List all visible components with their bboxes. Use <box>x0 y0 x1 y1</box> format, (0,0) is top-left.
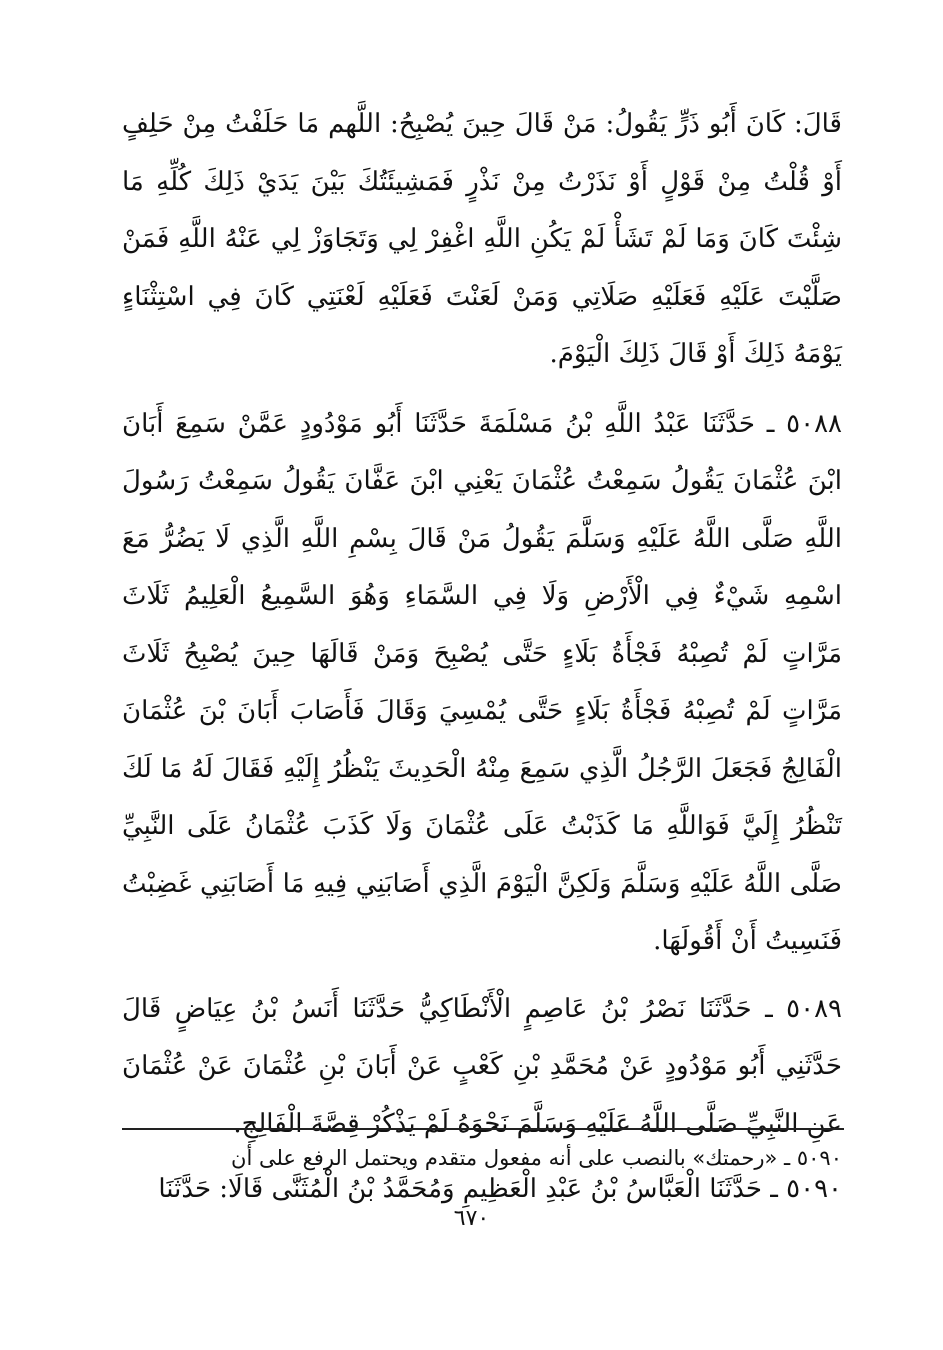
page-number: ٦٧٠ <box>453 1206 490 1231</box>
footnote-divider <box>122 1128 844 1130</box>
paragraph-continuation: قَالَ: كَانَ أَبُو ذَرٍّ يَقُولُ: مَنْ قَالَ حِينَ يُصْبِحُ: اللَّهم مَا حَلَفْتُ مِنْ حَلِفٍ أَوْ قُلْتُ مِنْ قَوْلٍ أَوْ نَذَرْتُ مِنْ نَذْرٍ فَمَشِيئَتُكَ بَيْنَ يَدَيْ ذَلِكَ كُلِّهِ مَا شِئْتَ كَانَ وَمَا لَمْ تَشَأْ لَمْ يَكُنِ اللَّهِ اغْفِرْ لِي وَتَجَاوَزْ لِي عَنْهُ اللَّهِ فَمَنْ صَلَّيْتَ عَلَيْهِ فَعَلَيْهِ صَلَاتِي وَمَنْ لَعَنْتَ فَعَلَيْهِ لَعْنَتِي كَانَ فِي اسْتِثْنَاءٍ يَوْمَهُ ذَلِكَ أَوْ قَالَ ذَلِكَ الْيَوْمَ. <box>122 109 842 369</box>
main-text <box>122 96 842 1219</box>
hadith-5090: ٥٠٩٠ ـ حَدَّثَنَا الْعَبَّاسُ بْنُ عَبْدِ الْعَظِيمِ وَمُحَمَّدُ بْنُ الْمُثَنَّى قَالَا: حَدَّثَنَا <box>158 1174 842 1204</box>
hadith-5089: ٥٠٨٩ ـ حَدَّثَنَا نَصْرُ بْنُ عَاصِمٍ الْأَنْطَاكِيُّ حَدَّثَنَا أَنَسُ بْنُ عِيَاضٍ قَالَ حَدَّثَنِي أَبُو مَوْدُودٍ عَنْ مُحَمَّدِ بْنِ كَعْبٍ عَنْ أَبَانَ بْنِ عُثْمَانَ عَنْ عُثْمَانَ عَنِ النَّبِيِّ صَلَّى اللَّهُ عَلَيْهِ وَسَلَّمَ نَحْوَهُ لَمْ يَذْكُرْ قِصَّةَ الْفَالِجِ. <box>122 993 842 1139</box>
hadith-5088: ٥٠٨٨ ـ حَدَّثَنَا عَبْدُ اللَّهِ بْنُ مَسْلَمَةَ حَدَّثَنَا أَبُو مَوْدُودٍ عَمَّنْ سَمِعَ أَبَانَ ابْنَ عُثْمَانَ يَقُولُ سَمِعْتُ عُثْمَانَ يَعْنِي ابْنَ عَفَّانَ يَقُولُ سَمِعْتُ رَسُولَ اللَّهِ صَلَّى اللَّهُ عَلَيْهِ وَسَلَّمَ يَقُولُ مَنْ قَالَ بِسْمِ اللَّهِ الَّذِي لَا يَضُرُّ مَعَ اسْمِهِ شَيْءٌ فِي الْأَرْضِ وَلَا فِي السَّمَاءِ وَهُوَ السَّمِيعُ الْعَلِيمُ ثَلَاثَ مَرَّاتٍ لَمْ تُصِبْهُ فَجْأَةُ بَلَاءٍ حَتَّى يُصْبِحَ وَمَنْ قَالَهَا حِينَ يُصْبِحُ ثَلَاثَ مَرَّاتٍ لَمْ تُصِبْهُ فَجْأَةُ بَلَاءٍ حَتَّى يُمْسِيَ وَقَالَ فَأَصَابَ أَبَانَ بْنَ عُثْمَانَ الْفَالِجُ فَجَعَلَ الرَّجُلُ الَّذِي سَمِعَ مِنْهُ الْحَدِيثَ يَنْظُرُ إِلَيْهِ فَقَالَ لَهُ مَا لَكَ تَنْظُرُ إِلَيَّ فَوَاللَّهِ مَا كَذَبْتُ عَلَى عُثْمَانَ وَلَا كَذَبَ عُثْمَانُ عَلَى النَّبِيِّ صَلَّى اللَّهُ عَلَيْهِ وَسَلَّمَ وَلَكِنَّ الْيَوْمَ الَّذِي أَصَابَنِي فِيهِ مَا أَصَابَنِي غَضِبْتُ فَنَسِيتُ أَنْ أَقُولَهَا. <box>122 408 843 956</box>
footnote: ٥٠٩٠ ـ «رحمتك» بالنصب على أنه مفعول متقدم ويحتمل الرفع على أن <box>231 1146 842 1170</box>
